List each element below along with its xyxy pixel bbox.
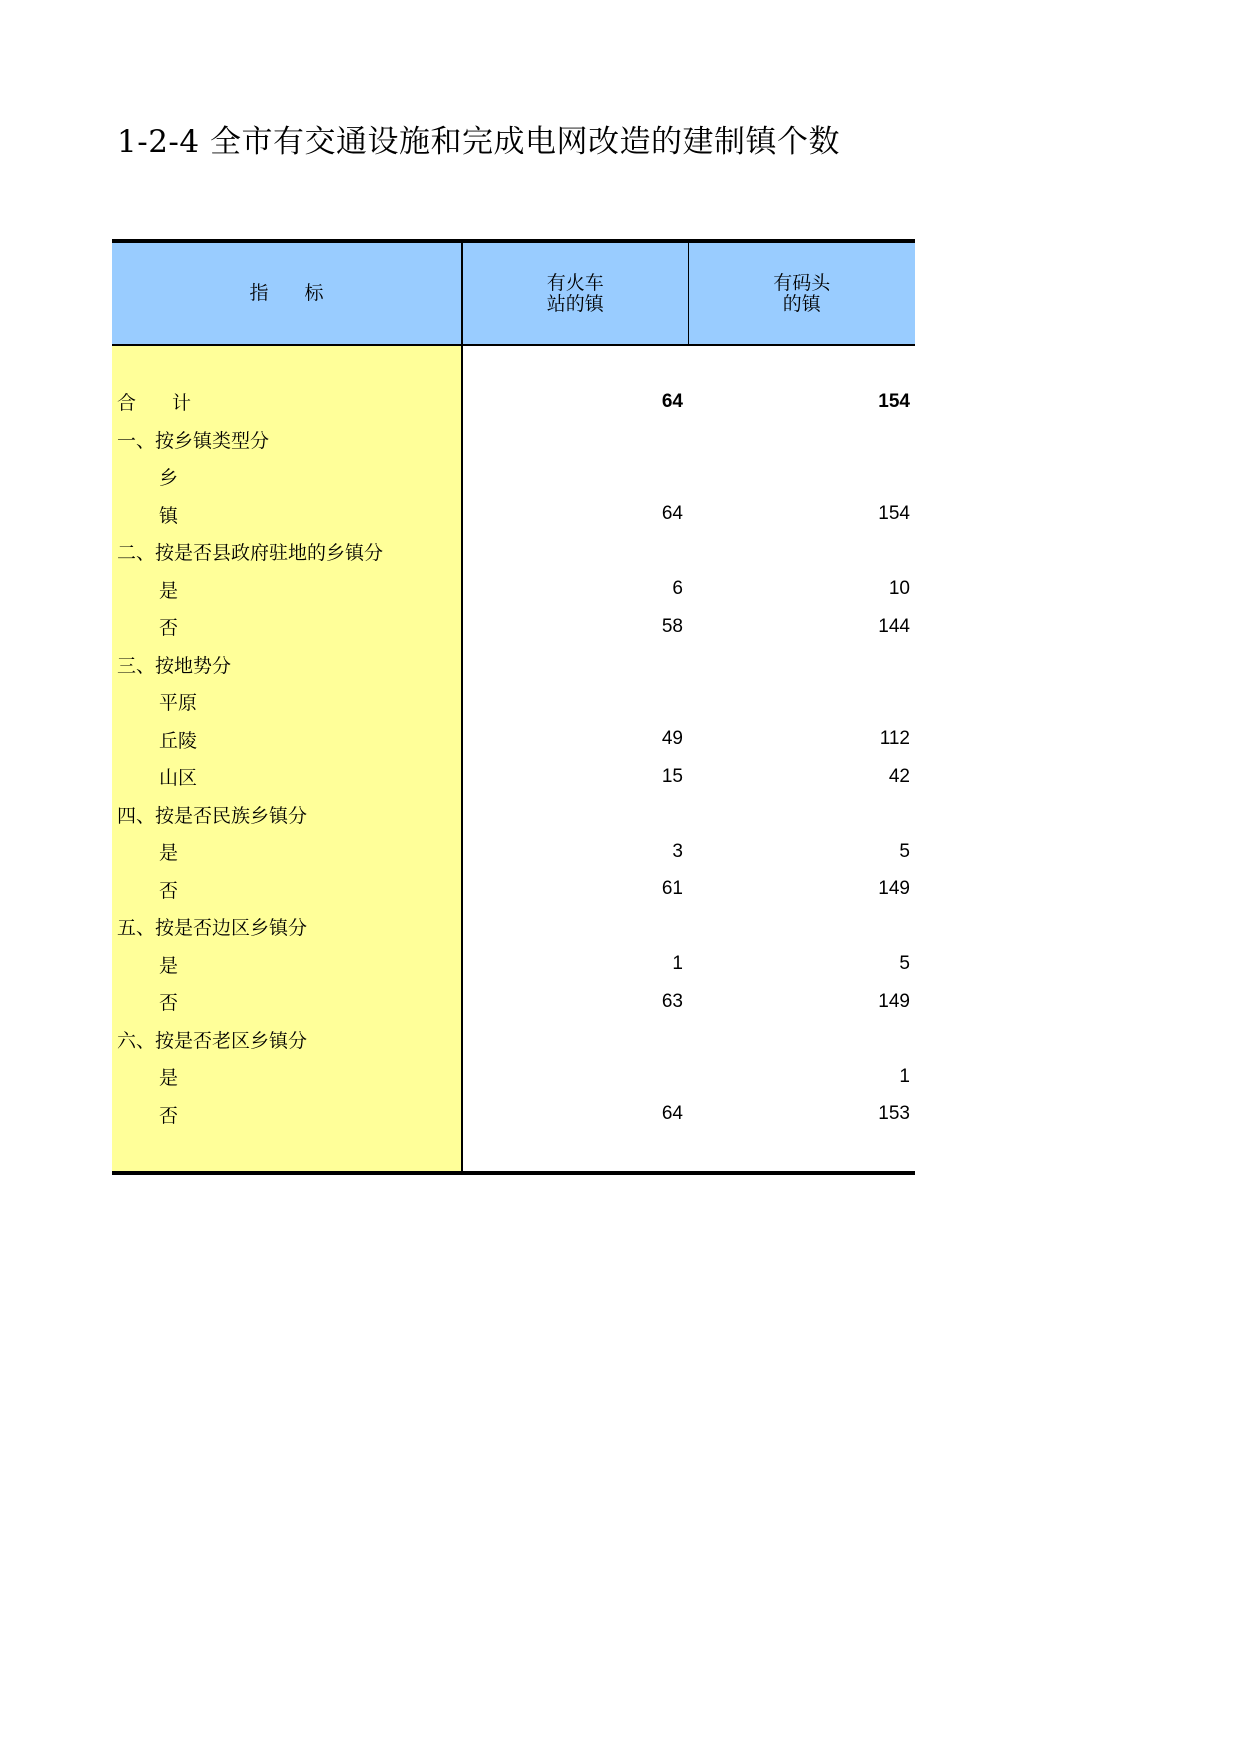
header-indicator-char-2: 标 — [304, 282, 324, 304]
table-row — [112, 646, 915, 684]
cell-railway-station: 49 — [661, 728, 683, 750]
cell-wharf — [688, 533, 915, 571]
row-label: 四、按是否民族乡镇分 — [112, 796, 462, 834]
table-row — [112, 383, 915, 421]
cell-railway-station: 58 — [661, 615, 683, 637]
table-row — [112, 421, 915, 459]
spacer-row — [112, 345, 915, 383]
cell-railway-station: 6 — [672, 578, 683, 600]
header-indicator — [112, 241, 462, 345]
row-label: 平原 — [112, 683, 462, 721]
spacer-cell — [462, 1133, 688, 1173]
table-row — [112, 1096, 915, 1134]
spacer-label-cell — [112, 1133, 462, 1173]
table-row — [112, 608, 915, 646]
row-label: 否 — [112, 1096, 462, 1134]
row-label: 是 — [112, 571, 462, 609]
cell-wharf: 154 — [878, 503, 910, 525]
cell-railway-station: 63 — [661, 990, 683, 1012]
cell-railway-station: 15 — [661, 765, 683, 787]
row-label: 是 — [112, 833, 462, 871]
cell-railway-station — [462, 533, 688, 571]
cell-wharf: 112 — [879, 728, 910, 750]
cell-railway-station: 64 — [661, 390, 683, 412]
cell-wharf: 10 — [888, 578, 910, 600]
table-body — [112, 345, 915, 1173]
cell-wharf — [688, 1021, 915, 1059]
table-row — [112, 871, 915, 909]
spacer-row — [112, 1133, 915, 1173]
table-row — [112, 1058, 915, 1096]
cell-railway-station: 64 — [661, 503, 683, 525]
row-label: 一、按乡镇类型分 — [112, 421, 462, 459]
cell-wharf — [688, 421, 915, 459]
cell-wharf — [688, 683, 915, 721]
page-title: 1-2-4 全市有交通设施和完成电网改造的建制镇个数 — [117, 124, 840, 160]
cell-wharf: 5 — [899, 953, 910, 975]
table-row — [112, 946, 915, 984]
table-header-row — [112, 241, 915, 345]
row-label: 丘陵 — [112, 721, 462, 759]
cell-wharf — [688, 908, 915, 946]
row-label: 三、按地势分 — [112, 646, 462, 684]
header-wharf-line-2: 的镇 — [782, 292, 821, 315]
spacer-label-cell — [112, 345, 462, 383]
row-label: 乡 — [112, 458, 462, 496]
cell-railway-station — [462, 1058, 688, 1096]
table-row — [112, 1021, 915, 1059]
cell-wharf — [688, 646, 915, 684]
table-row — [112, 721, 915, 759]
cell-railway-station: 1 — [672, 953, 683, 975]
statistics-table — [112, 239, 915, 1175]
table-row — [112, 571, 915, 609]
row-label: 是 — [112, 946, 462, 984]
header-wharf-line-1: 有码头 — [773, 271, 831, 294]
cell-wharf: 144 — [878, 615, 910, 637]
header-railway-line-2: 站的镇 — [546, 292, 604, 315]
spacer-cell — [462, 345, 688, 383]
cell-railway-station — [462, 646, 688, 684]
table-row — [112, 983, 915, 1021]
row-label: 否 — [112, 608, 462, 646]
row-label — [112, 383, 462, 421]
row-label: 否 — [112, 983, 462, 1021]
row-label: 是 — [112, 1058, 462, 1096]
header-railway-station — [462, 241, 688, 345]
cell-railway-station: 3 — [672, 840, 683, 862]
row-label-char-2: 计 — [172, 392, 192, 415]
table-row — [112, 533, 915, 571]
row-label: 镇 — [112, 496, 462, 534]
cell-railway-station — [462, 458, 688, 496]
cell-railway-station — [462, 908, 688, 946]
table-row — [112, 796, 915, 834]
table-row — [112, 458, 915, 496]
spacer-cell — [688, 345, 915, 383]
row-label-char-1: 合 — [117, 392, 137, 415]
cell-wharf: 154 — [878, 390, 910, 412]
table-row — [112, 758, 915, 796]
row-label: 二、按是否县政府驻地的乡镇分 — [112, 533, 462, 571]
cell-wharf: 1 — [899, 1065, 910, 1087]
cell-wharf: 42 — [888, 765, 910, 787]
cell-wharf: 149 — [878, 990, 910, 1012]
table-row — [112, 908, 915, 946]
table-row — [112, 833, 915, 871]
cell-railway-station — [462, 796, 688, 834]
cell-wharf — [688, 458, 915, 496]
cell-wharf: 153 — [878, 1103, 910, 1125]
cell-railway-station — [462, 683, 688, 721]
table-row — [112, 683, 915, 721]
cell-wharf — [688, 796, 915, 834]
spacer-cell — [688, 1133, 915, 1173]
cell-railway-station: 61 — [661, 878, 683, 900]
header-wharf — [688, 241, 915, 345]
row-label: 否 — [112, 871, 462, 909]
row-label: 五、按是否边区乡镇分 — [112, 908, 462, 946]
table-row — [112, 496, 915, 534]
cell-wharf: 5 — [899, 840, 910, 862]
cell-railway-station — [462, 421, 688, 459]
cell-railway-station: 64 — [661, 1103, 683, 1125]
header-indicator-char-1: 指 — [249, 282, 269, 304]
row-label: 六、按是否老区乡镇分 — [112, 1021, 462, 1059]
cell-wharf: 149 — [878, 878, 910, 900]
cell-railway-station — [462, 1021, 688, 1059]
header-railway-line-1: 有火车 — [546, 271, 604, 294]
row-label: 山区 — [112, 758, 462, 796]
